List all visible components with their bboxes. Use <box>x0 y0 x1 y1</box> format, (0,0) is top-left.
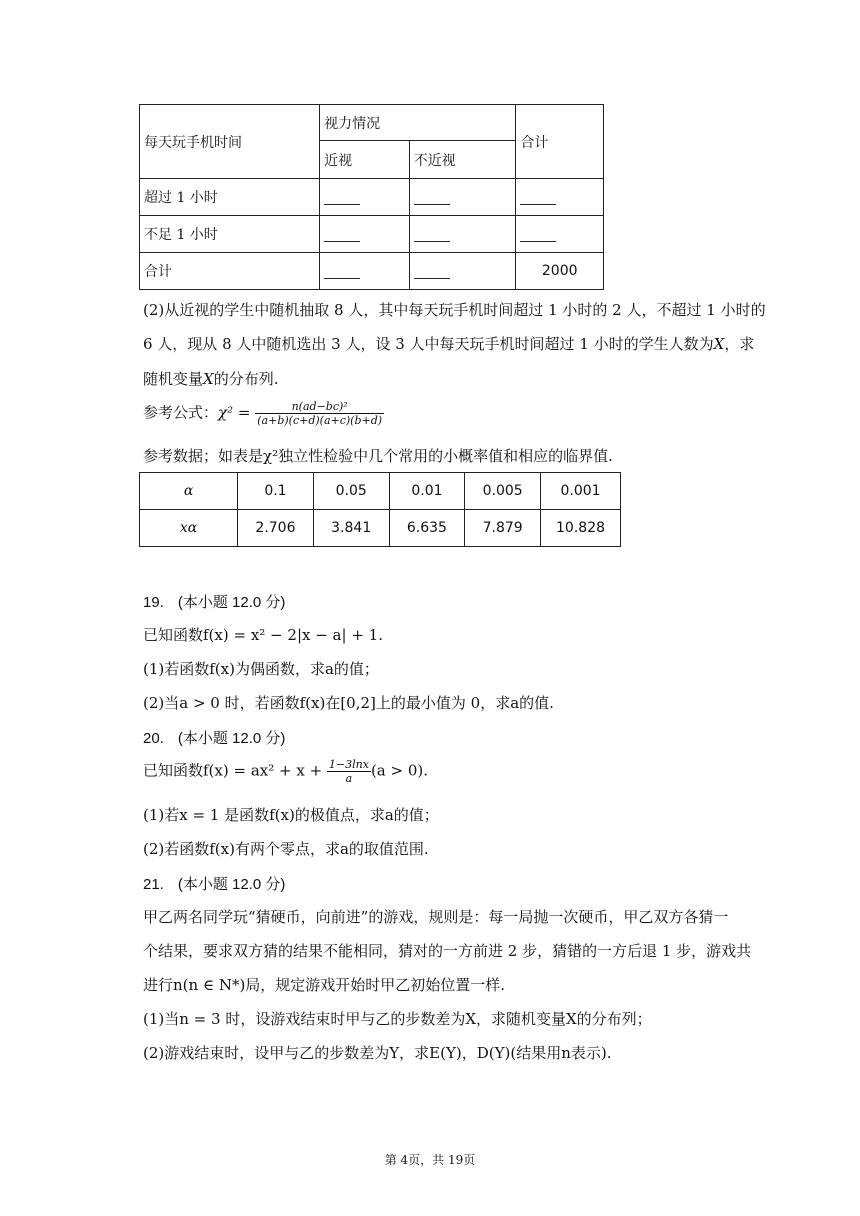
part2-line3: 随机变量X的分布列. <box>143 370 279 388</box>
x-label: xα <box>140 510 238 547</box>
q19-part1: (1)若函数f(x)为偶函数，求a的值； <box>143 660 379 678</box>
header-vision: 视力情况 <box>320 105 516 141</box>
q20-stem: 已知函数f(x) = ax² + x + $\frac{1-3\ln x}{a}$ (a > 0). <box>143 758 429 785</box>
row-label: 超过 1 小时 <box>140 179 320 216</box>
q21-part1: (1)当n = 3 时，设游戏结束时甲与乙的步数差为X，求随机变量X的分布列； <box>143 1010 652 1028</box>
blank-cell <box>320 179 410 216</box>
page-footer: 第 4页，共 19页 <box>384 1153 476 1167</box>
alpha-value: 0.05 <box>313 473 389 510</box>
blank-cell <box>409 253 516 290</box>
part2-line2: 6 人，现从 8 人中随机选出 3 人，设 3 人中每天玩手机时间超过 1 小时的学生人数为X，求 <box>143 335 755 353</box>
row-label: 不足 1 小时 <box>140 216 320 253</box>
q21-line1: 甲乙两名同学玩“猜硬币，向前进”的游戏，规则是：每一局抛一次硬币，甲乙双方各猜一 <box>143 908 729 926</box>
header-not-near: 不近视 <box>409 141 516 179</box>
q19-stem: 已知函数f(x) = x² − 2|x − a| + 1. <box>143 626 383 644</box>
table-row <box>140 473 621 510</box>
blank-cell <box>320 216 410 253</box>
header-total: 合计 <box>516 105 604 179</box>
grand-total: 2000 <box>516 253 604 290</box>
row-label: 合计 <box>140 253 320 290</box>
table-row <box>140 216 604 253</box>
contingency-table <box>139 104 604 290</box>
critical-value: 7.879 <box>465 510 541 547</box>
critical-value: 6.635 <box>389 510 465 547</box>
q20-fraction: $\frac{1-3\ln x}{a}$ <box>328 758 369 785</box>
q20-header: 20. (本小题 12.0 分) <box>143 730 286 747</box>
alpha-value: 0.1 <box>238 473 314 510</box>
q21-header: 21. (本小题 12.0 分) <box>143 876 286 893</box>
q21-part2: (2)游戏结束时，设甲与乙的步数差为Y，求E(Y)，D(Y)(结果用n表示). <box>143 1044 612 1062</box>
table-row <box>140 253 604 290</box>
table-row <box>140 179 604 216</box>
critical-value: 10.828 <box>541 510 621 547</box>
blank-cell <box>516 179 604 216</box>
reference-formula: 参考公式：χ² = $\frac{\text{n(ad−bc)²}}{(a+b)(c+d)(a+c)(b+d)}$ <box>143 400 383 427</box>
table-row <box>140 510 621 547</box>
q19-header: 19. (本小题 12.0 分) <box>143 594 286 611</box>
critical-value-table <box>139 472 621 547</box>
alpha-value: 0.01 <box>389 473 465 510</box>
header-near: 近视 <box>320 141 410 179</box>
q19-part2: (2)当a > 0 时，若函数f(x)在[0,2]上的最小值为 0，求a的值. <box>143 694 554 712</box>
alpha-label: α <box>140 473 238 510</box>
q21-line2: 个结果，要求双方猜的结果不能相同，猜对的一方前进 2 步，猜错的一方后退 1 步，游戏共 <box>143 942 752 960</box>
q20-part1: (1)若x = 1 是函数f(x)的极值点，求a的值； <box>143 806 439 824</box>
blank-cell <box>409 179 516 216</box>
alpha-value: 0.005 <box>465 473 541 510</box>
critical-value: 3.841 <box>313 510 389 547</box>
blank-cell <box>320 253 410 290</box>
blank-cell <box>516 216 604 253</box>
formula-fraction: $\frac{\text{n(ad−bc)²}}{(a+b)(c+d)(a+c)(b+d)}$ <box>257 400 383 427</box>
alpha-value: 0.001 <box>541 473 621 510</box>
q20-part2: (2)若函数f(x)有两个零点，求a的取值范围. <box>143 840 429 858</box>
q21-line3: 进行n(n ∈ N*)局，规定游戏开始时甲乙初始位置一样. <box>143 976 506 994</box>
blank-cell <box>409 216 516 253</box>
part2-line1: (2)从近视的学生中随机抽取 8 人，其中每天玩手机时间超过 1 小时的 2 人，不超过 1 小时的 <box>143 301 766 319</box>
header-phone-time: 每天玩手机时间 <box>140 105 320 179</box>
critical-value: 2.706 <box>238 510 314 547</box>
reference-data-label: 参考数据；如表是χ²独立性检验中几个常用的小概率值和相应的临界值. <box>143 447 613 465</box>
